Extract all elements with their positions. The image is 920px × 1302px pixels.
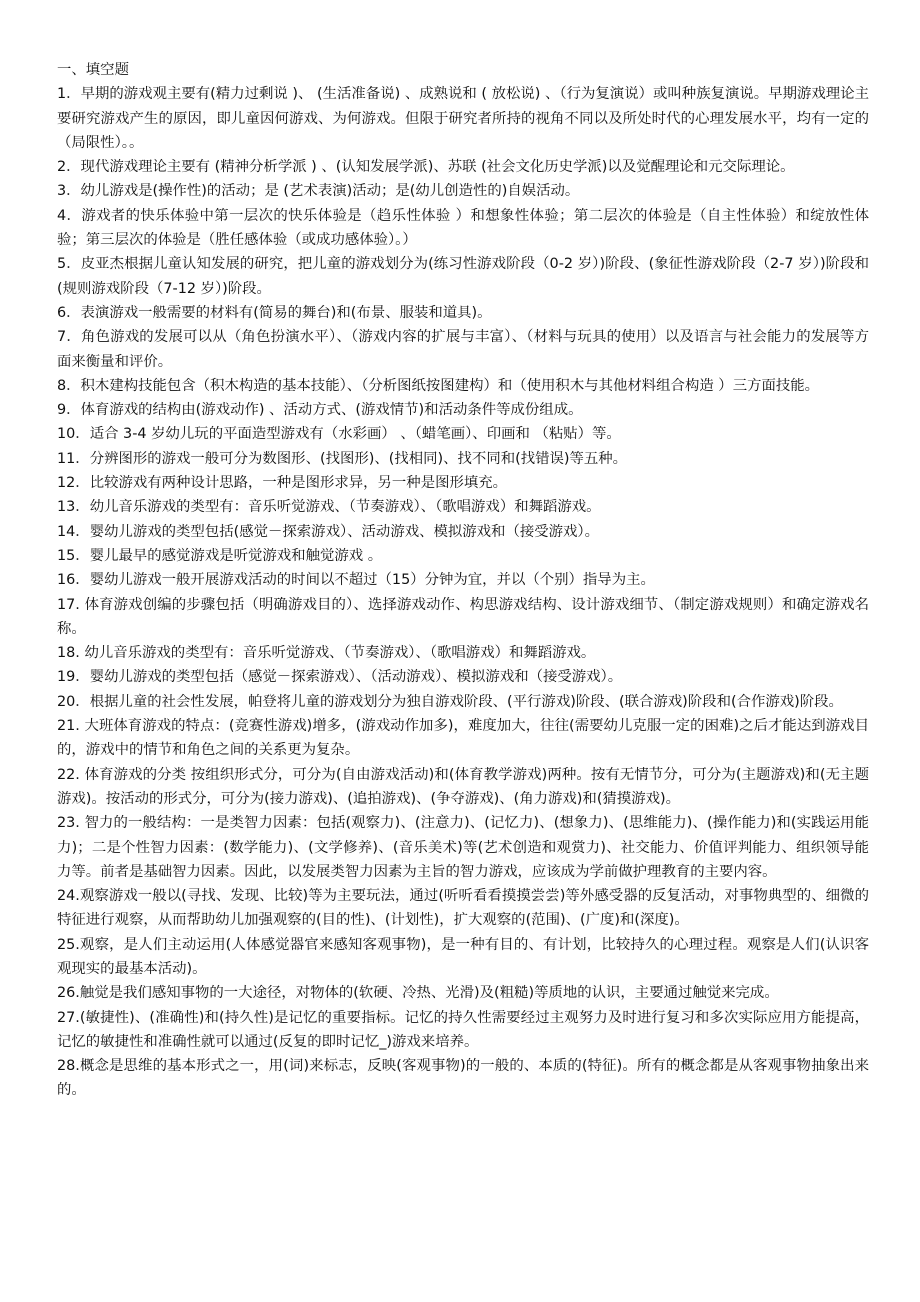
question-item-12: 12．比较游戏有两种设计思路，一种是图形求异，另一种是图形填充。 <box>57 475 508 492</box>
document-page <box>57 58 869 1103</box>
question-item-19: 19．婴幼儿游戏的类型包括（感觉－探索游戏）、（活动游戏）、模拟游戏和（接受游戏）。 <box>57 669 623 686</box>
question-item-26: 26.触觉是我们感知事物的一大途径，对物体的(软硬、冷热、光滑)及(粗糙)等质地的认识，主要通过触觉来完成。 <box>57 985 779 1002</box>
question-item-15: 15．婴儿最早的感觉游戏是听觉游戏和触觉游戏 。 <box>57 547 383 564</box>
question-item-13: 13．幼儿音乐游戏的类型有：音乐听觉游戏、（节奏游戏）、（歌唱游戏）和舞蹈游戏。 <box>57 499 601 516</box>
question-item-14: 14．婴幼儿游戏的类型包括(感觉－探索游戏）、活动游戏、模拟游戏和（接受游戏）。 <box>57 523 599 540</box>
question-item-28: 28.概念是思维的基本形式之一，用(词)来标志，反映(客观事物)的一般的、本质的(特征)。所有的概念都是从客观事物抽象出来的。 <box>57 1058 869 1099</box>
question-item-1: 1．早期的游戏观主要有(精力过剩说 )、 (生活准备说) 、成熟说和 ( 放松说) 、（行为复演说）或叫种族复演说。早期游戏理论主要研究游戏产生的原因，即儿童因何游戏、为何游戏。但限于研究者所持的视角不同以及所处时代的心理发展水平，均有一定的（局限性）。。 <box>57 86 869 151</box>
question-item-8: 8．积木建构技能包含（积木构造的基本技能）、（分析图纸按图建构）和（使用积木与其他材料组合构造 ）三方面技能。 <box>57 377 820 394</box>
question-item-4: 4．游戏者的快乐体验中第一层次的快乐体验是（趋乐性体验 ）和想象性体验；第二层次的体验是（自主性体验）和绽放性体验；第三层次的体验是（胜任感体验（或成功感体验）。） <box>57 207 869 249</box>
question-item-6: 6．表演游戏一般需要的材料有(简易的舞台)和(布景、服装和道具)。 <box>57 304 492 321</box>
question-item-25: 25.观察，是人们主动运用(人体感觉器官来感知客观事物)，是一种有目的、有计划，比较持久的心理过程。观察是人们(认识客观现实的最基本活动)。 <box>57 936 869 977</box>
question-item-5: 5．皮亚杰根据儿童认知发展的研究，把儿童的游戏划分为(练习性游戏阶段（0-2 岁）)阶段、(象征性游戏阶段（2-7 岁）)阶段和(规则游戏阶段（7-12 岁）)阶段。 <box>57 256 869 297</box>
section-title: 一、填空题 <box>57 62 129 78</box>
question-item-22: 22. 体育游戏的分类 按组织形式分，可分为(自由游戏活动)和(体育教学游戏)两种。按有无情节分，可分为(主题游戏)和(无主题游戏)。按活动的形式分，可分为(接力游戏)、(追拍游戏)、(争夺游戏)、(角力游戏)和(猜摸游戏)。 <box>57 766 869 807</box>
question-item-7: 7．角色游戏的发展可以从（角色扮演水平）、（游戏内容的扩展与丰富）、（材料与玩具的使用）以及语言与社会能力的发展等方面来衡量和评价。 <box>57 329 869 370</box>
question-item-21: 21. 大班体育游戏的特点：(竞赛性游戏)增多，(游戏动作加多)，难度加大，往往(需要幼儿克服一定的困难)之后才能达到游戏目的，游戏中的情节和角色之间的关系更为复杂。 <box>57 718 869 759</box>
question-item-17: 17. 体育游戏创编的步骤包括（明确游戏目的）、选择游戏动作、构思游戏结构、设计游戏细节、（制定游戏规则）和确定游戏名称。 <box>57 596 869 637</box>
question-item-23: 23. 智力的一般结构：一是类智力因素：包括(观察力)、(注意力)、(记忆力)、(想象力)、(思维能力)、(操作能力)和(实践运用能力)；二是个性智力因素：(数学能力)、(文学修养)、(音乐美术)等(艺术创造和观赏力)、社交能力、价值评判能力、组织领导能力等。前者是基础智力因素。因此，以发展类智力因素为主旨的智力游戏，应该成为学前做护理教育的主要内容。 <box>57 815 869 880</box>
question-item-3: 3．幼儿游戏是(操作性)的活动；是 (艺术表演)活动；是(幼儿创造性的)自娱活动。 <box>57 183 580 200</box>
question-item-16: 16．婴幼儿游戏一般开展游戏活动的时间以不超过（15）分钟为宜，并以（个别）指导为主。 <box>57 572 655 589</box>
question-item-24: 24.观察游戏一般以(寻找、发现、比较)等为主要玩法，通过(听听看看摸摸尝尝)等外感受器的反复活动，对事物典型的、细微的特征进行观察，从而帮助幼儿加强观察的(目的性)、(计划性)，扩大观察的(范围)、(广度)和(深度)。 <box>57 888 869 929</box>
question-item-9: 9．体育游戏的结构由(游戏动作) 、活动方式、(游戏情节)和活动条件等成份组成。 <box>57 402 583 419</box>
question-item-10: 10．适合 3-4 岁幼儿玩的平面造型游戏有（水彩画） 、（蜡笔画）、印画和 （粘贴）等。 <box>57 426 621 443</box>
question-item-18: 18. 幼儿音乐游戏的类型有：音乐听觉游戏、（节奏游戏）、（歌唱游戏）和舞蹈游戏。 <box>57 645 596 662</box>
question-item-20: 20．根据儿童的社会性发展，帕登将儿童的游戏划分为独自游戏阶段、(平行游戏)阶段、(联合游戏)阶段和(合作游戏)阶段。 <box>57 693 843 710</box>
question-item-27: 27.(敏捷性)、(准确性)和(持久性)是记忆的重要指标。记忆的持久性需要经过主观努力及时进行复习和多次实际应用方能提高，记忆的敏捷性和准确性就可以通过(反复的即时记忆_)游戏来培养。 <box>57 1009 869 1050</box>
question-item-11: 11．分辨图形的游戏一般可分为数图形、(找图形)、(找相同)、找不同和(找错误)等五种。 <box>57 450 628 467</box>
question-item-2: 2．现代游戏理论主要有 (精神分析学派 ) 、(认知发展学派)、苏联 (社会文化历史学派)以及觉醒理论和元交际理论。 <box>57 159 795 176</box>
